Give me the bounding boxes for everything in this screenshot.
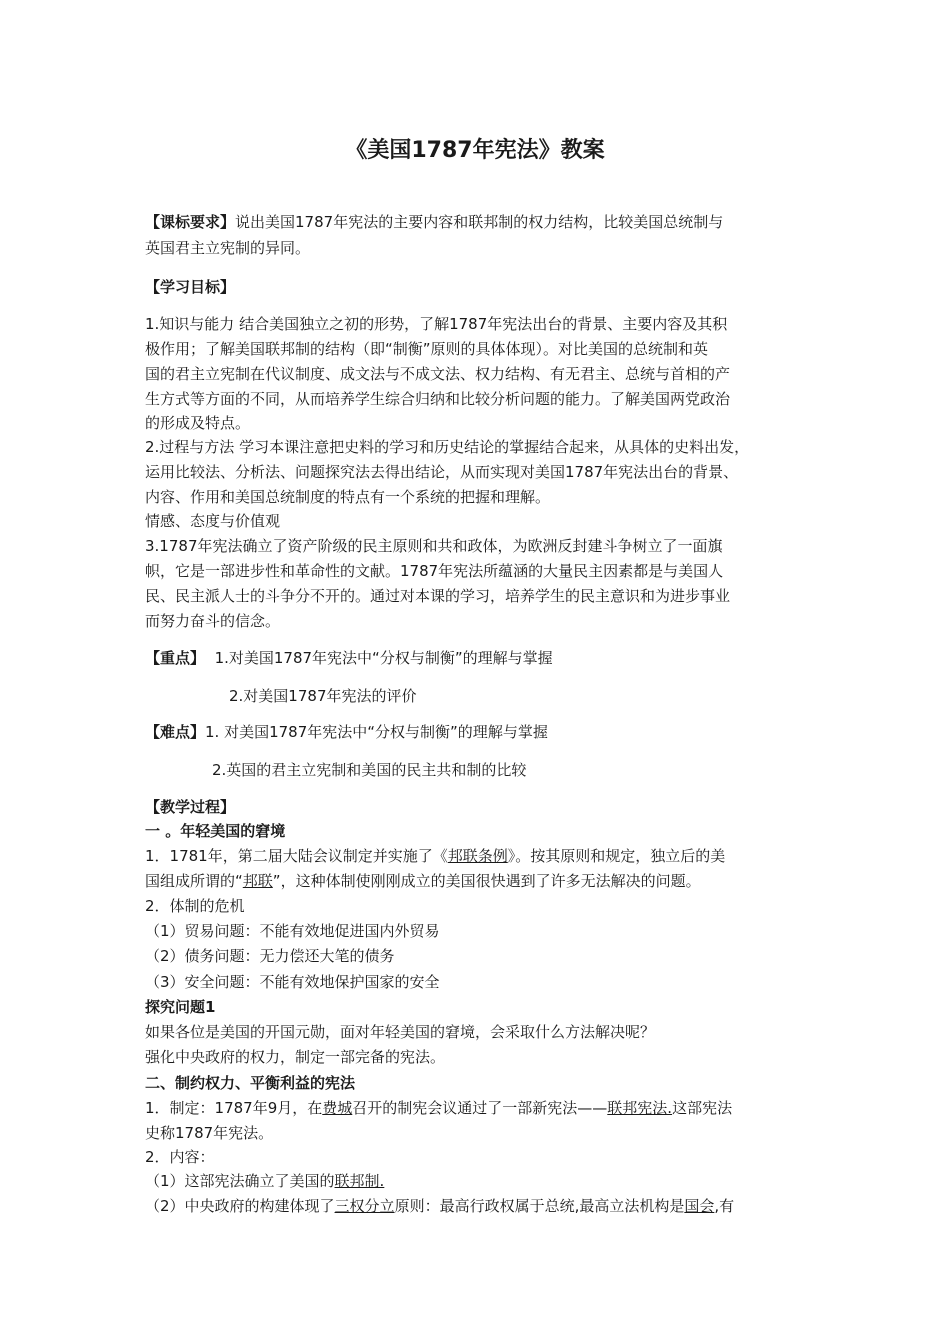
section-2-heading: 二、制约权力、平衡利益的宪法 (145, 1074, 356, 1092)
key-point-2: 2.对美国1787年宪法的评价 (229, 687, 417, 705)
section-1-heading: 一 。年轻美国的窘境 (145, 822, 286, 840)
section-2-line-3: 2．内容： (145, 1148, 215, 1166)
objective-1-line-2: 极作用；了解美国联邦制的结构（即“制衡”原则的具体体现）。对比美国的总统制和英 (145, 340, 709, 358)
process-label: 【教学过程】 (145, 798, 236, 816)
objective-1-line-3: 国的君主立宪制在代议制度、成文法与不成文法、权力结构、有无君主、总统与首相的产 (145, 365, 731, 383)
difficult-points-label: 【难点】 (145, 723, 206, 741)
objective-2-line-1: 2.过程与方法 学习本课注意把史料的学习和历史结论的掌握结合起来，从具体的史料出发， (145, 438, 750, 456)
inquiry-heading: 探究问题1 (145, 998, 216, 1016)
difficult-point-2: 2.英国的君主立宪制和美国的民主共和制的比较 (212, 761, 527, 779)
curriculum-line-1: 【课标要求】说出美国1787年宪法的主要内容和联邦制的权力结构，比较美国总统制与 (145, 213, 724, 231)
curriculum-label: 【课标要求】 (145, 213, 236, 231)
objectives-label: 【学习目标】 (145, 278, 236, 296)
objective-2-line-2: 运用比较法、分析法、问题探究法去得出结论，从而实现对美国1787年宪法出台的背景、 (145, 463, 739, 481)
objective-3-line-4: 而努力奋斗的信念。 (145, 612, 281, 630)
objective-1-line-4: 生方式等方面的不同，从而培养学生综合归纳和比较分析问题的能力。了解美国两党政治 (145, 390, 731, 408)
objective-2-line-3: 内容、作用和美国总统制度的特点有一个系统的把握和理解。 (145, 488, 551, 506)
inquiry-answer: 强化中央政府的权力，制定一部完备的宪法。 (145, 1048, 446, 1066)
section-1-line-5: （2）债务问题：无力偿还大笔的债务 (145, 947, 395, 965)
section-1-line-6: （3）安全问题：不能有效地保护国家的安全 (145, 973, 440, 991)
difficult-point-1: 【难点】1. 对美国1787年宪法中“分权与制衡”的理解与掌握 (145, 723, 548, 741)
section-2-line-2: 史称1787年宪法。 (145, 1124, 274, 1142)
section-2-line-1: 1．制定：1787年9月，在费城召开的制宪会议通过了一部新宪法——联邦宪法.这部宪法 (145, 1099, 733, 1117)
section-1-line-4: （1）贸易问题：不能有效地促进国内外贸易 (145, 922, 440, 940)
objective-3-line-1: 3.1787年宪法确立了资产阶级的民主原则和共和政体，为欧洲反封建斗争树立了一面旗 (145, 537, 723, 555)
section-2-line-5: （2）中央政府的构建体现了三权分立原则：最高行政权属于总统,最高立法机构是国会,有 (145, 1197, 735, 1215)
objective-3-line-3: 民、民主派人士的斗争分不开的。通过对本课的学习，培养学生的民主意识和为进步事业 (145, 587, 731, 605)
key-point-1: 【重点】 1.对美国1787年宪法中“分权与制衡”的理解与掌握 (145, 649, 553, 667)
objective-1-line-1: 1.知识与能力 结合美国独立之初的形势，了解1787年宪法出台的背景、主要内容及其积 (145, 315, 728, 333)
section-2-line-4: （1）这部宪法确立了美国的联邦制. (145, 1172, 385, 1190)
inquiry-question: 如果各位是美国的开国元勋，面对年轻美国的窘境，会采取什么方法解决呢？ (145, 1023, 656, 1041)
section-1-line-3: 2．体制的危机 (145, 897, 245, 915)
objective-3-heading: 情感、态度与价值观 (145, 512, 281, 530)
curriculum-line-2: 英国君主立宪制的异同。 (145, 239, 311, 257)
section-1-line-2: 国组成所谓的“邦联”，这种体制使刚刚成立的美国很快遇到了许多无法解决的问题。 (145, 872, 701, 890)
objective-3-line-2: 帜，它是一部进步性和革命性的文献。1787年宪法所蕴涵的大量民主因素都是与美国人 (145, 562, 724, 580)
page-title: 《美国1787年宪法》教案 (345, 138, 605, 163)
key-points-label: 【重点】 (145, 649, 206, 667)
objective-1-line-5: 的形成及特点。 (145, 414, 251, 432)
section-1-line-1: 1．1781年，第二届大陆会议制定并实施了《邦联条例》。按其原则和规定，独立后的美 (145, 847, 726, 865)
